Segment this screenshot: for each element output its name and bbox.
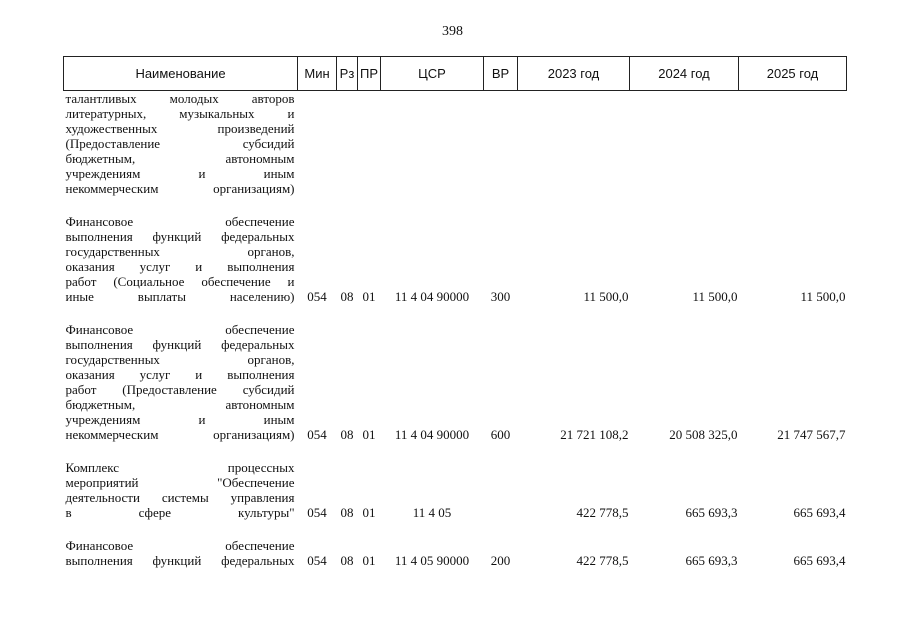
- row-spacer-cell: [64, 520, 847, 538]
- cell-rz: 08: [340, 553, 354, 568]
- cell-vr: 600: [490, 427, 511, 442]
- cell-y2025: 665 693,4: [793, 505, 846, 520]
- cell-pr: 01: [362, 427, 376, 442]
- cell-y2023: 11 500,0: [583, 289, 629, 304]
- row-spacer: [64, 442, 847, 460]
- header-name: Наименование: [64, 57, 298, 91]
- cell-y2024: [630, 91, 739, 197]
- cell-min: 054: [307, 427, 327, 442]
- cell-csr: 11 4 04 90000: [394, 289, 470, 304]
- cell-csr: [381, 91, 484, 197]
- row-spacer-cell: [64, 442, 847, 460]
- cell-y2024: 665 693,3: [685, 505, 738, 520]
- row-name: [64, 91, 298, 197]
- row-name-line: бюджетным, автономным: [65, 151, 295, 166]
- row-name-line: Комплекс процессных: [65, 460, 295, 475]
- row-name-line: выполнения функций федеральных: [65, 553, 295, 568]
- row-name-line: мероприятий "Обеспечение: [65, 475, 295, 490]
- page-number: 398: [442, 24, 463, 39]
- header-pr: ПР: [358, 57, 381, 91]
- table-row: [64, 214, 847, 304]
- budget-table: [63, 56, 847, 568]
- table-row: [64, 91, 847, 197]
- cell-y2025: [739, 91, 847, 197]
- row-name-line: деятельности системы управления: [65, 490, 295, 505]
- cell-min: [298, 91, 337, 197]
- cell-csr: 11 4 04 90000: [394, 427, 470, 442]
- cell-y2024: 20 508 325,0: [669, 427, 738, 442]
- row-name-line: бюджетным, автономным: [65, 397, 295, 412]
- row-name-line: выполнения функций федеральных: [65, 337, 295, 352]
- row-name-line: выполнения функций федеральных: [65, 229, 295, 244]
- row-spacer-cell: [64, 196, 847, 214]
- row-name-line: учреждениям и иным: [65, 412, 295, 427]
- row-name-line: учреждениям и иным: [65, 166, 295, 181]
- cell-y2023: 21 721 108,2: [560, 427, 629, 442]
- cell-y2025: 21 747 567,7: [777, 427, 846, 442]
- row-name-line: Финансовое обеспечение: [65, 214, 295, 229]
- header-2023: 2023 год: [518, 57, 630, 91]
- cell-y2025: 665 693,4: [793, 553, 846, 568]
- row-name-line: оказания услуг и выполнения: [65, 367, 295, 382]
- header-csr: ЦСР: [381, 57, 484, 91]
- cell-rz: 08: [340, 505, 354, 520]
- cell-vr: 300: [490, 289, 511, 304]
- header-2024: 2024 год: [630, 57, 739, 91]
- cell-rz: [337, 91, 358, 197]
- row-name-line: некоммерческим организациям): [65, 181, 295, 196]
- cell-rz: 08: [340, 289, 354, 304]
- row-spacer: [64, 196, 847, 214]
- header-min: Мин: [298, 57, 337, 91]
- cell-y2023: [518, 91, 630, 197]
- cell-csr: 11 4 05 90000: [394, 553, 470, 568]
- row-name-line: литературных, музыкальных и: [65, 106, 295, 121]
- row-name: [64, 538, 298, 568]
- row-spacer: [64, 304, 847, 322]
- row-spacer: [64, 520, 847, 538]
- row-spacer-cell: [64, 304, 847, 322]
- row-name-line: Финансовое обеспечение: [65, 538, 295, 553]
- row-name-line: оказания услуг и выполнения: [65, 259, 295, 274]
- cell-y2023: 422 778,5: [576, 505, 629, 520]
- row-name-line: государственных органов,: [65, 244, 295, 259]
- cell-min: 054: [307, 505, 327, 520]
- cell-pr: 01: [362, 553, 376, 568]
- header-vr: ВР: [484, 57, 518, 91]
- cell-pr: 01: [362, 289, 376, 304]
- table-row: [64, 322, 847, 442]
- row-name-line: (Предоставление субсидий: [65, 136, 295, 151]
- cell-y2023: 422 778,5: [576, 553, 629, 568]
- cell-y2024: 11 500,0: [692, 289, 738, 304]
- cell-min: 054: [307, 289, 327, 304]
- row-name-line: работ (Предоставление субсидий: [65, 382, 295, 397]
- cell-vr: [484, 460, 518, 520]
- table-row: [64, 538, 847, 568]
- row-name-line: Финансовое обеспечение: [65, 322, 295, 337]
- cell-csr: 11 4 05: [412, 505, 452, 520]
- cell-pr: 01: [362, 505, 376, 520]
- cell-min: 054: [307, 553, 327, 568]
- cell-vr: [484, 91, 518, 197]
- row-name-line: некоммерческим организациям): [65, 427, 295, 442]
- cell-vr: 200: [490, 553, 511, 568]
- row-name: [64, 322, 298, 442]
- row-name-line: государственных органов,: [65, 352, 295, 367]
- cell-y2024: 665 693,3: [685, 553, 738, 568]
- row-name: [64, 460, 298, 520]
- row-name: [64, 214, 298, 304]
- row-name-line: художественных произведений: [65, 121, 295, 136]
- table-header-row: [64, 57, 847, 91]
- cell-pr: [358, 91, 381, 197]
- row-name-line: талантливых молодых авторов: [65, 91, 295, 106]
- cell-rz: 08: [340, 427, 354, 442]
- row-name-line: работ (Социальное обеспечение и: [65, 274, 295, 289]
- header-2025: 2025 год: [739, 57, 847, 91]
- row-name-line: в сфере культуры": [65, 505, 295, 520]
- cell-y2025: 11 500,0: [800, 289, 846, 304]
- table-row: [64, 460, 847, 520]
- row-name-line: иные выплаты населению): [65, 289, 295, 304]
- header-rz: Рз: [337, 57, 358, 91]
